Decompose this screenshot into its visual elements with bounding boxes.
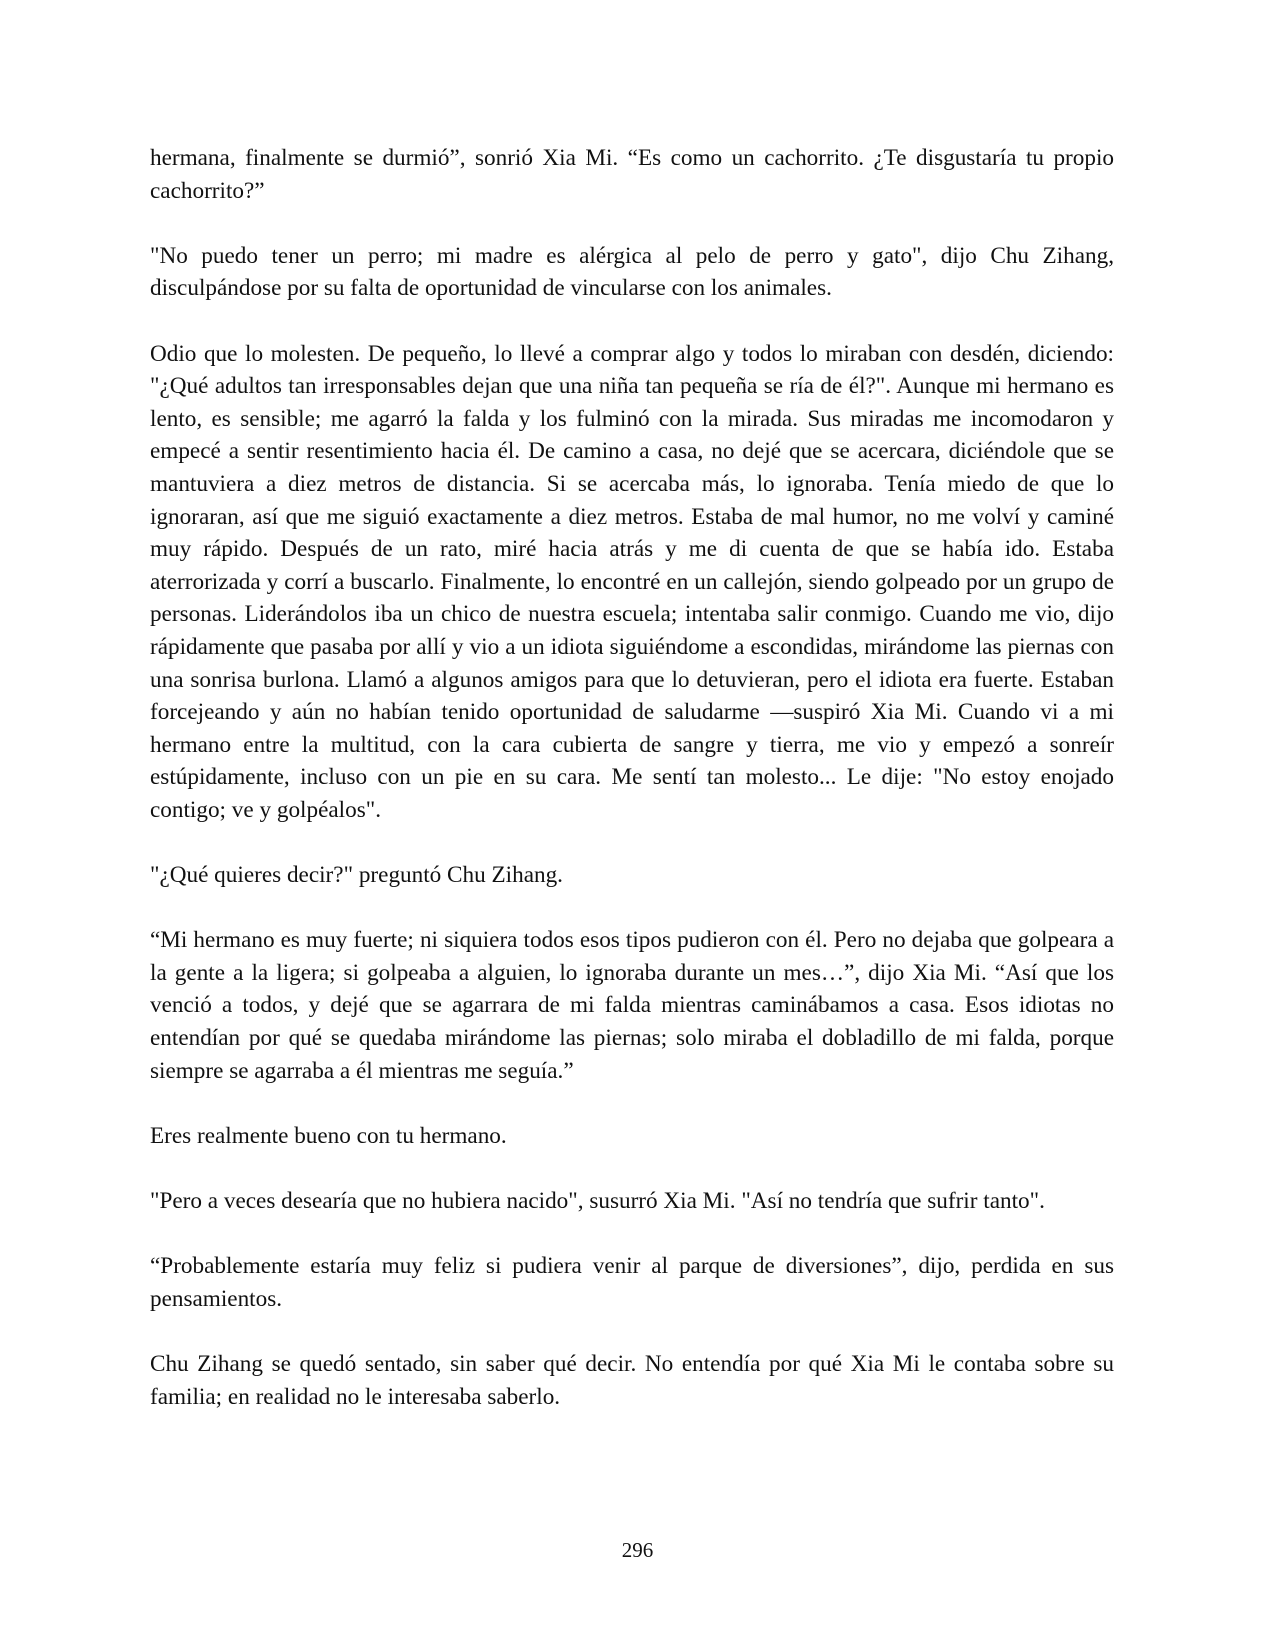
page-number: 296: [621, 1538, 654, 1562]
paragraph: "Pero a veces desearía que no hubiera nacido", susurró Xia Mi. "Así no tendría que sufrir tanto".: [150, 1188, 1045, 1214]
paragraph: Chu Zihang se quedó sentado, sin saber qué decir. No entendía por qué Xia Mi le contaba sobre su familia; en realidad no le interesaba saberlo.: [150, 1350, 1114, 1410]
paragraph: "¿Qué quieres decir?" preguntó Chu Zihang.: [150, 862, 563, 889]
body-text: [150, 142, 1114, 1446]
paragraph: “Mi hermano es muy fuerte; ni siquiera todos esos tipos pudieron con él. Pero no dejaba que golpeara a la gente a la ligera; si golpeaba a alguien, lo ignoraba durante un mes…”, dijo Xia Mi. “Así que los venció a todos, y dejé que se agarrara de mi falda mientras caminábamos a casa. Esos idiotas no entendían por qué se quedaba mirándome las piernas; solo miraba el dobladillo de mi falda, porque siempre se agarraba a él mientras me seguía.”: [150, 927, 1114, 1084]
paragraph: Odio que lo molesten. De pequeño, lo llevé a comprar algo y todos lo miraban con desdén, diciendo: "¿Qué adultos tan irresponsables dejan que una niña tan pequeña se ría de él?". Aunque mi hermano es lento, es sensible; me agarró la falda y los fulminó con la mirada. Sus miradas me incomodaron y empecé a sentir resentimiento hacia él. De camino a casa, no dejé que se acercara, diciéndole que se mantuviera a diez metros de distancia. Si se acercaba más, lo ignoraba. Tenía miedo de que lo ignoraran, así que me siguió exactamente a diez metros. Estaba de mal humor, no me volví y caminé muy rápido. Después de un rato, miré hacia atrás y me di cuenta de que se había ido. Estaba aterrorizada y corrí a buscarlo. Finalmente, lo encontré en un callejón, siendo golpeado por un grupo de personas. Liderándolos iba un chico de nuestra escuela; intentaba salir conmigo. Cuando me vio, dijo rápidamente que pasaba por allí y vio a un idiota siguiéndome a escondidas, mirándome las piernas con una sonrisa burlona. Llamó a algunos amigos para que lo detuvieran, pero el idiota era fuerte. Estaban forcejeando y aún no habían tenido oportunidad de saludarme —suspiró Xia Mi. Cuando vi a mi hermano entre la multitud, con la cara cubierta de sangre y tierra, me vio y empezó a sonreír estúpidamente, incluso con un pie en su cara. Me sentí tan molesto... Le dije: "No estoy enojado contigo; ve y golpéalos".: [150, 340, 1114, 823]
paragraph: hermana, finalmente se durmió”, sonrió Xia Mi. “Es como un cachorrito. ¿Te disgustaría tu propio cachorrito?”: [150, 145, 1114, 204]
paragraph: "No puedo tener un perro; mi madre es alérgica al pelo de perro y gato", dijo Chu Zihang, disculpándose por su falta de oportunidad de vincularse con los animales.: [150, 242, 1114, 302]
paragraph: “Probablemente estaría muy feliz si pudiera venir al parque de diversiones”, dijo, perdida en sus pensamientos.: [150, 1253, 1114, 1312]
paragraph: Eres realmente bueno con tu hermano.: [150, 1122, 507, 1149]
